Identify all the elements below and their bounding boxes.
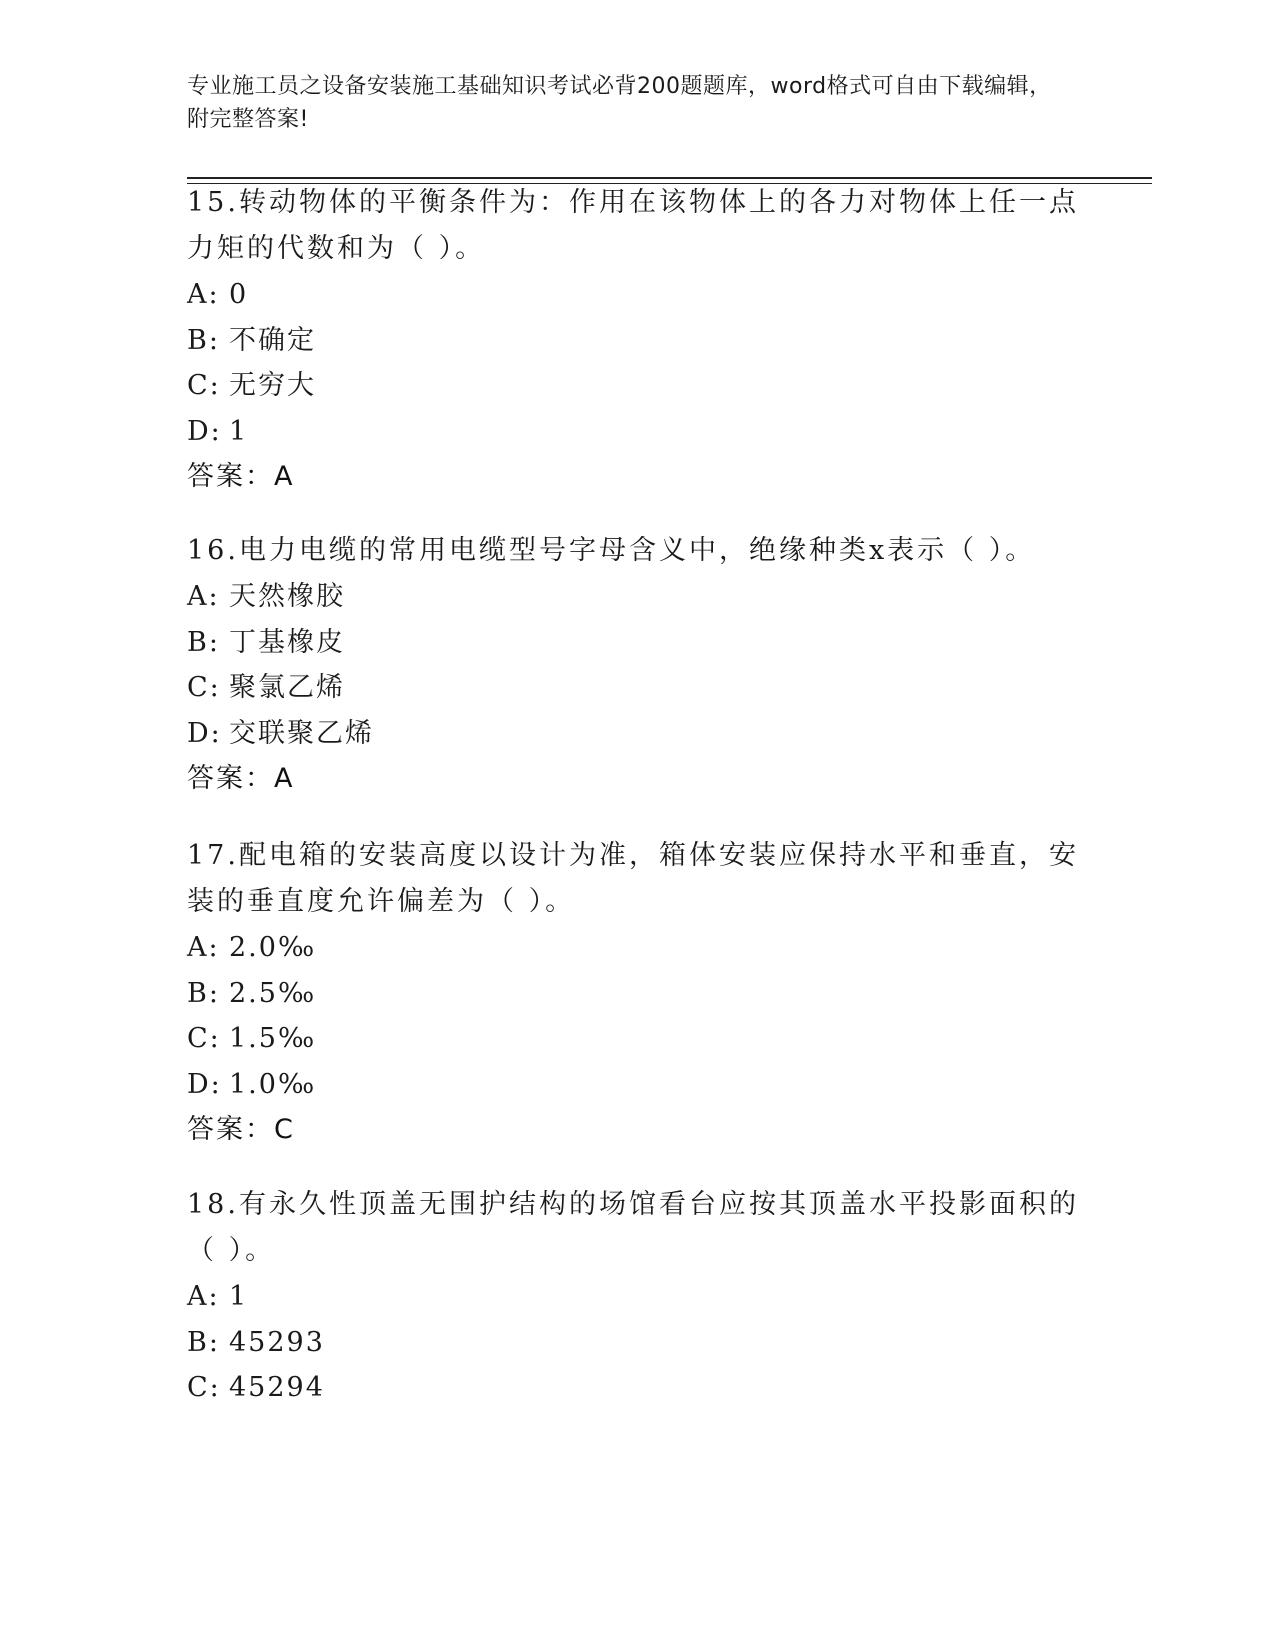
option-text: 2.5‰ <box>229 977 317 1009</box>
option-a <box>187 1274 1087 1320</box>
option-text: 1 <box>229 415 249 447</box>
question-15 <box>187 180 1087 500</box>
option-letter: B: <box>187 1326 220 1358</box>
option-text: 2.0‰ <box>229 932 317 963</box>
option-text: 天然橡胶 <box>229 581 345 612</box>
option-text: 聚氯乙烯 <box>229 672 345 703</box>
option-letter: C: <box>187 370 221 401</box>
option-letter: A: <box>187 581 220 612</box>
option-letter: A: <box>187 932 220 963</box>
option-c <box>187 1365 1087 1411</box>
answer-line: 答案：C <box>187 1114 295 1145</box>
option-letter: B: <box>187 324 220 356</box>
option-c <box>187 665 1087 711</box>
option-a <box>187 272 1087 318</box>
option-text: 无穷大 <box>229 370 316 401</box>
document-header: 专业施工员之设备安装施工基础知识考试必背200题题库，word格式可自由下载编辑，附完整答案! <box>187 74 1052 132</box>
option-text: 1.5‰ <box>229 1023 317 1054</box>
question-text: 17.配电箱的安装高度以设计为准，箱体安装应保持水平和垂直，安装的垂直度允许偏差为（ ）。 <box>187 840 1079 917</box>
option-letter: C: <box>187 1023 221 1054</box>
option-a <box>187 925 1087 971</box>
option-letter: D: <box>187 415 222 447</box>
option-text: 丁基橡皮 <box>229 626 345 658</box>
answer-line: 答案：A <box>187 461 295 492</box>
option-d <box>187 711 1087 757</box>
option-text: 不确定 <box>229 324 316 356</box>
option-letter: C: <box>187 672 221 703</box>
answer-line: 答案：A <box>187 763 295 794</box>
question-text: 15.转动物体的平衡条件为：作用在该物体上的各力对物体上任一点力矩的代数和为（ ）。 <box>187 187 1079 264</box>
question-17 <box>187 833 1087 1153</box>
option-letter: B: <box>187 977 220 1009</box>
option-text: 1 <box>229 1281 249 1312</box>
option-letter: A: <box>187 1281 220 1312</box>
option-a <box>187 574 1087 620</box>
option-letter: D: <box>187 717 222 749</box>
option-b <box>187 971 1087 1017</box>
question-text: 18.有永久性顶盖无围护结构的场馆看台应按其顶盖水平投影面积的（ ）。 <box>187 1189 1079 1266</box>
option-d <box>187 1062 1087 1108</box>
option-letter: D: <box>187 1068 222 1100</box>
option-b <box>187 318 1087 364</box>
option-c <box>187 1016 1087 1062</box>
option-text: 45293 <box>229 1326 325 1358</box>
option-b <box>187 1320 1087 1366</box>
question-text: 16.电力电缆的常用电缆型号字母含义中，绝缘种类x表示（ ）。 <box>187 535 1036 566</box>
question-16 <box>187 528 1087 802</box>
option-text: 45294 <box>229 1372 325 1403</box>
option-c <box>187 363 1087 409</box>
option-letter: B: <box>187 626 220 658</box>
question-18 <box>187 1182 1087 1411</box>
option-b <box>187 620 1087 666</box>
option-d <box>187 409 1087 455</box>
option-text: 交联聚乙烯 <box>229 717 374 749</box>
option-letter: A: <box>187 279 220 310</box>
option-text: 1.0‰ <box>229 1068 317 1100</box>
option-letter: C: <box>187 1372 221 1403</box>
header-divider-thick <box>187 177 1152 179</box>
option-text: 0 <box>229 279 249 310</box>
